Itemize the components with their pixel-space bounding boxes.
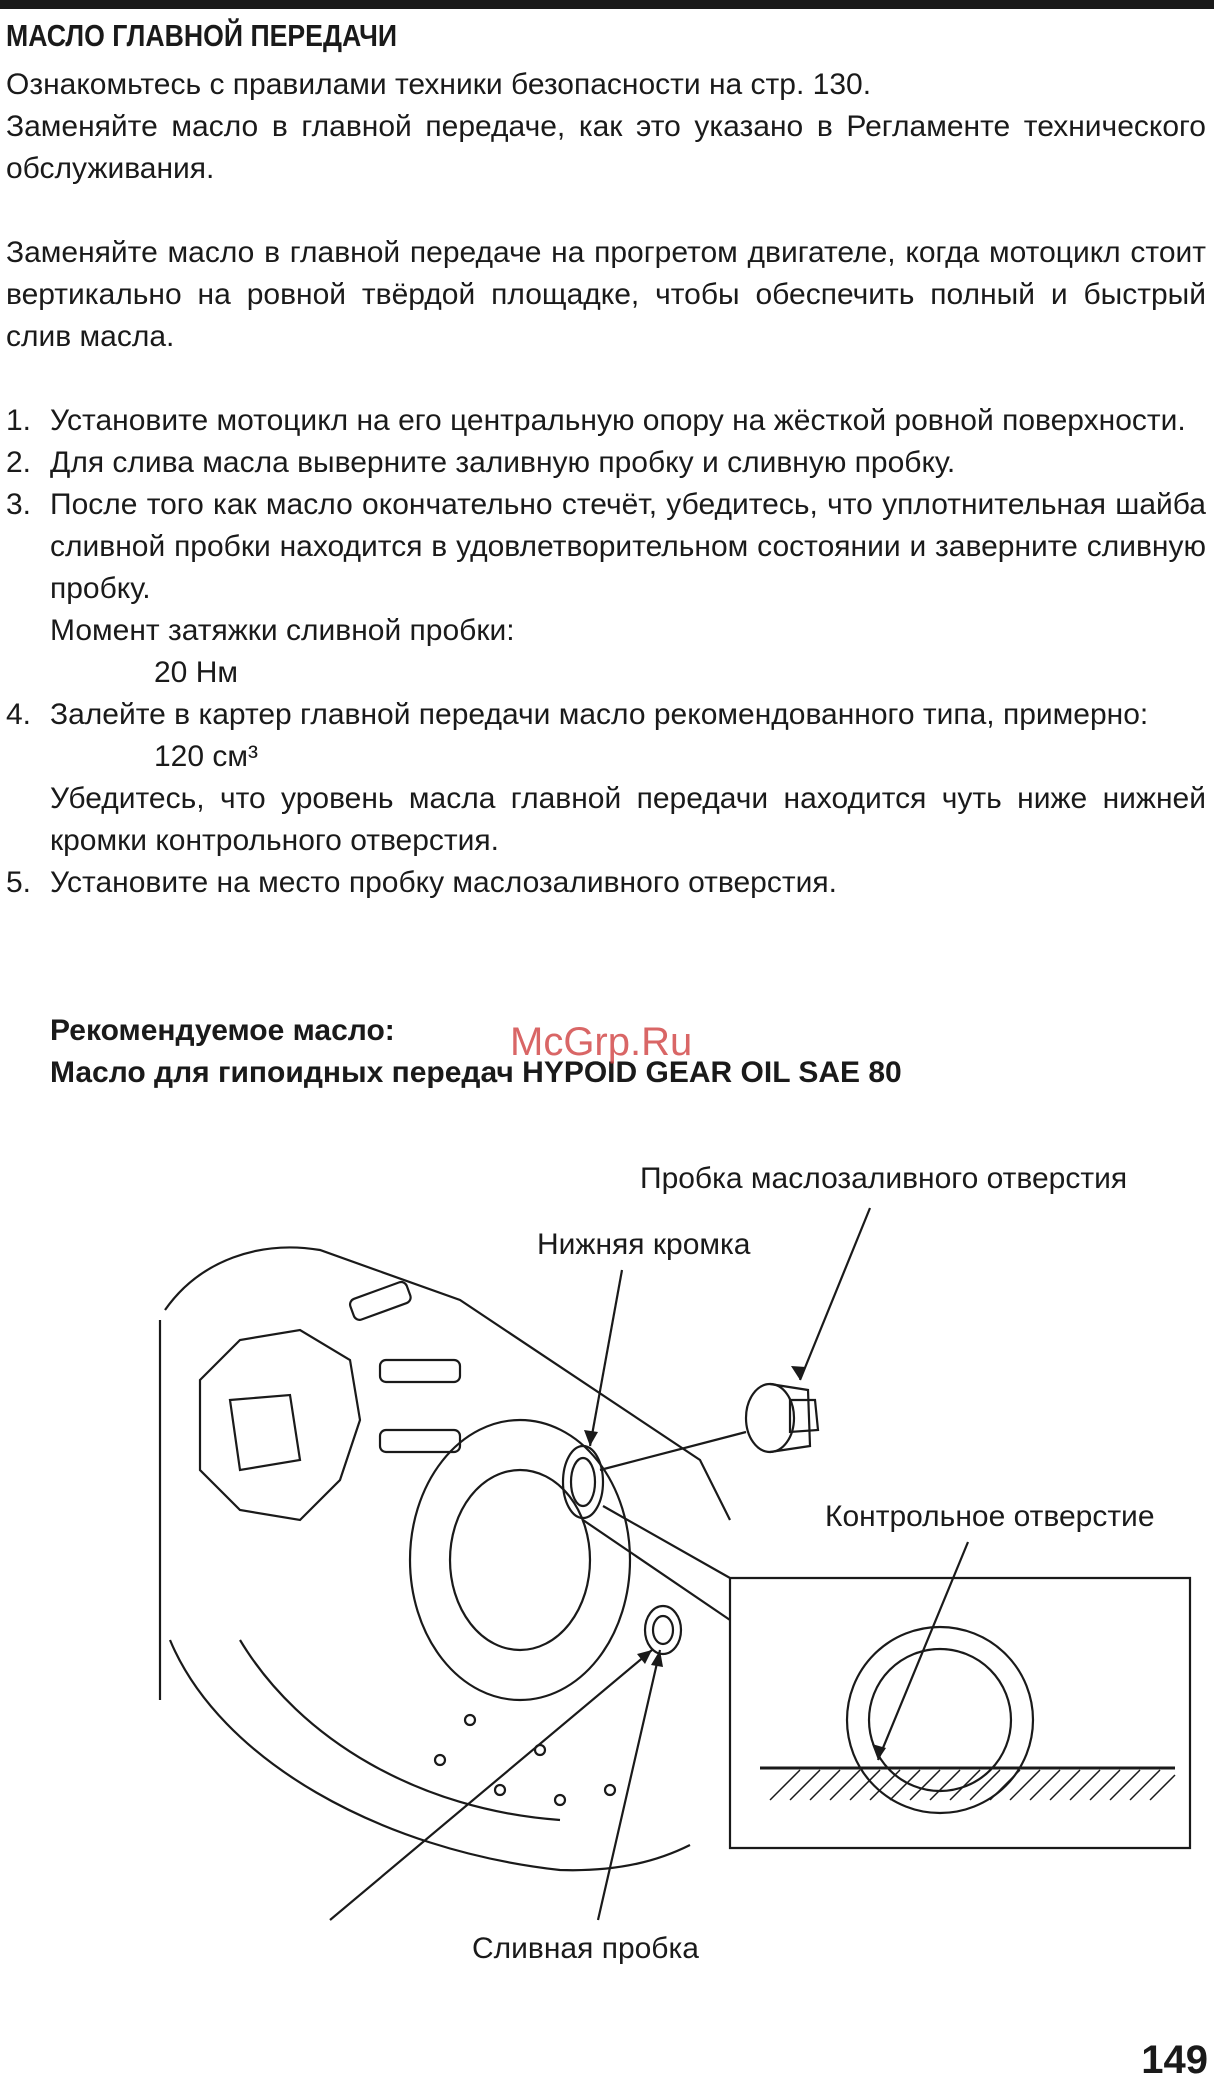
top-rule — [0, 0, 1214, 9]
step-number: 4. — [6, 698, 32, 731]
step-number: 5. — [6, 866, 32, 899]
step-number: 2. — [6, 446, 32, 479]
label-lower-edge: Нижняя кромка — [537, 1228, 751, 1261]
label-filler-plug: Пробка маслозаливного отверстия — [640, 1162, 1128, 1195]
recommended-oil: Масло для гипоидных передач HYPOID GEAR OIL SAE 80 — [50, 1056, 902, 1089]
intro-conditions: Заменяйте масло в главной передаче на прогретом двигателе, когда мотоцикл стоит вертикально на ровной твёрдой площадке, чтобы обеспечить полный и быстрый слив масла. — [6, 236, 1206, 353]
torque-label: Момент затяжки сливной пробки: — [50, 614, 515, 647]
detail-inset-frame — [603, 1506, 1190, 1848]
leader-lower-edge — [590, 1270, 622, 1446]
instructions-body — [6, 64, 1206, 904]
step-2 — [6, 442, 1206, 484]
filler-plug — [746, 1384, 794, 1452]
drain-plug — [645, 1606, 681, 1654]
step-1 — [6, 400, 1206, 442]
caliper-outline — [200, 1330, 360, 1520]
hub-outline — [410, 1420, 630, 1700]
swingarm-outline — [165, 1248, 730, 1521]
step-text: Залейте в картер главной передачи масло рекомендованного типа, примерно: — [50, 698, 1149, 731]
check-hole-outer — [847, 1627, 1033, 1813]
filler-hole — [563, 1446, 603, 1518]
step-number: 1. — [6, 404, 32, 437]
page-number: 149 — [1141, 2038, 1208, 2082]
label-drain-plug: Сливная пробка — [472, 1932, 699, 1965]
step-number: 3. — [6, 488, 32, 521]
recommended-oil-block — [50, 1010, 902, 1094]
oil-volume: 120 см³ — [154, 740, 259, 773]
oil-level-note: Убедитесь, что уровень масла главной передачи находится чуть ниже нижней кромки контрольного отверстия. — [50, 782, 1206, 857]
wheel-rim-outline — [170, 1640, 690, 1870]
watermark: McGrp.Ru — [510, 1020, 693, 1064]
step-5 — [6, 862, 1206, 904]
brake-disc-outline — [240, 1640, 560, 1820]
step-4 — [6, 694, 1206, 862]
step-text: Для слива масла выверните заливную пробку и сливную пробку. — [50, 446, 956, 479]
step-text: Установите на место пробку маслозаливного отверстия. — [50, 866, 837, 899]
leader-check-hole — [878, 1542, 968, 1760]
label-check-hole: Контрольное отверстие — [825, 1500, 1155, 1533]
torque-value: 20 Нм — [154, 656, 238, 689]
check-hole-inner — [869, 1649, 1011, 1791]
step-text: Установите мотоцикл на его центральную опору на жёсткой ровной поверхности. — [50, 404, 1186, 437]
intro-safety: Ознакомьтесь с правилами техники безопасности на стр. 130. — [6, 68, 872, 101]
recommended-label: Рекомендуемое масло: — [50, 1014, 395, 1047]
leader-drain-plug-1 — [330, 1650, 652, 1920]
page-title: МАСЛО ГЛАВНОЙ ПЕРЕДАЧИ — [6, 18, 398, 53]
step-3 — [6, 484, 1206, 694]
leader-drain-plug-2 — [598, 1650, 660, 1920]
leader-filler-plug — [800, 1208, 870, 1380]
intro-schedule: Заменяйте масло в главной передаче, как это указано в Регламенте технического обслуживания. — [6, 110, 1206, 185]
step-text: После того как масло окончательно стечёт, убедитесь, что уплотнительная шайба сливной пробки находится в удовлетворительном состоянии и заверните сливную пробку. — [50, 488, 1206, 605]
